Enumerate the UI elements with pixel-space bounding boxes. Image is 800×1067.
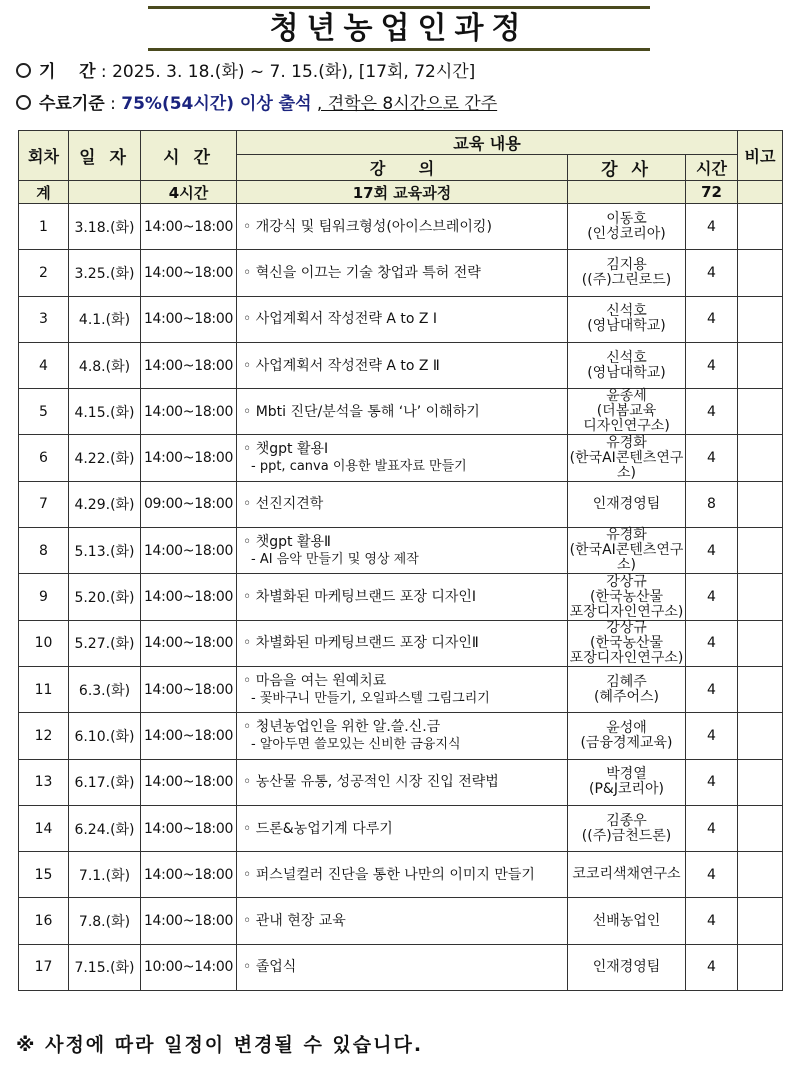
row-topic: ◦ 차별화된 마케팅브랜드 포장 디자인Ⅱ: [243, 635, 479, 652]
row-topic: ◦ 차별화된 마케팅브랜드 포장 디자인Ⅰ: [243, 589, 477, 606]
row-instructor-org: (영남대학교): [587, 364, 666, 381]
criteria-label: 수료기준: [39, 94, 105, 114]
row-hours: 4: [686, 435, 738, 481]
row-topic-cell: [237, 250, 568, 296]
row-instructor: 신석호: [606, 349, 647, 366]
row-hours: 4: [686, 898, 738, 944]
row-instructor: 김종우: [606, 812, 647, 829]
row-date: 5.27.(화): [69, 620, 141, 666]
row-no: 3: [19, 296, 69, 342]
table-row: [19, 435, 783, 481]
header-content: 교육 내용: [237, 131, 738, 155]
row-date: 6.3.(화): [69, 666, 141, 712]
row-topic: ◦ 청년농업인을 위한 알.쓸.신.금: [243, 718, 441, 735]
row-date: 7.15.(화): [69, 944, 141, 990]
row-instructor-cell: [568, 852, 686, 898]
row-no: 14: [19, 805, 69, 851]
row-instructor-cell: [568, 713, 686, 759]
summary-hours: 72: [686, 181, 738, 204]
row-no: 11: [19, 666, 69, 712]
table-row: [19, 898, 783, 944]
row-note: [738, 805, 783, 851]
row-no: 7: [19, 481, 69, 527]
row-time: 14:00~18:00: [141, 296, 237, 342]
row-instructor-org: (한국농산물: [589, 634, 664, 651]
row-time: 14:00~18:00: [141, 620, 237, 666]
row-instructor: 이동호: [606, 210, 647, 227]
schedule-rows: [19, 204, 783, 991]
table-row: [19, 620, 783, 666]
row-instructor: 신석호: [606, 303, 647, 320]
row-topic-cell: [237, 204, 568, 250]
header-no: 회차: [19, 131, 69, 181]
row-instructor: 강상규: [606, 573, 647, 590]
row-date: 4.1.(화): [69, 296, 141, 342]
row-topic: ◦ 사업계획서 작성전략 A to Z Ⅱ: [243, 357, 440, 374]
row-instructor-cell: [568, 759, 686, 805]
row-instructor-cell: [568, 296, 686, 342]
row-no: 15: [19, 852, 69, 898]
header-note: 비고: [738, 131, 783, 181]
row-time: 14:00~18:00: [141, 713, 237, 759]
row-instructor-org: ((주)그린로드): [581, 271, 672, 288]
row-note: [738, 944, 783, 990]
row-date: 7.8.(화): [69, 898, 141, 944]
row-topic-cell: [237, 342, 568, 388]
row-instructor-org: (한국AI콘텐츠연구소): [569, 542, 684, 574]
row-note: [738, 759, 783, 805]
row-topic-cell: [237, 759, 568, 805]
row-no: 13: [19, 759, 69, 805]
row-date: 5.13.(화): [69, 528, 141, 574]
row-no: 6: [19, 435, 69, 481]
criteria-strong: 75%(54시간) 이상 출석: [121, 94, 312, 114]
title-top-rule: [148, 6, 650, 9]
row-note: [738, 852, 783, 898]
row-no: 16: [19, 898, 69, 944]
row-topic: ◦ 마음을 여는 원예치료: [243, 672, 387, 689]
row-instructor-org: (한국AI콘텐츠연구소): [569, 449, 684, 481]
table-row: [19, 713, 783, 759]
row-note: [738, 435, 783, 481]
row-instructor: 김혜주: [606, 673, 647, 690]
row-instructor-cell: [568, 666, 686, 712]
row-time: 14:00~18:00: [141, 574, 237, 620]
row-instructor: 강상규: [606, 619, 647, 636]
row-topic: ◦ 졸업식: [243, 959, 297, 976]
row-no: 8: [19, 528, 69, 574]
row-topic: ◦ 혁신을 이끄는 기술 창업과 특허 전략: [243, 264, 481, 281]
circle-bullet-icon: [16, 63, 31, 78]
row-date: 4.22.(화): [69, 435, 141, 481]
row-time: 14:00~18:00: [141, 898, 237, 944]
row-topic-cell: [237, 481, 568, 527]
row-instructor: 윤성애: [606, 719, 647, 736]
row-instructor: 인재경영팀: [592, 495, 661, 512]
schedule-table: [18, 130, 783, 991]
row-hours: 4: [686, 204, 738, 250]
row-date: 3.18.(화): [69, 204, 141, 250]
row-instructor-org2: 포장디자인연구소): [569, 603, 684, 620]
row-topic-cell: [237, 389, 568, 435]
row-topic: ◦ 관내 현장 교육: [243, 913, 346, 930]
row-date: 7.1.(화): [69, 852, 141, 898]
row-topic: ◦ 사업계획서 작성전략 A to Z Ⅰ: [243, 311, 438, 328]
row-topic: ◦ 드론&농업기계 다루기: [243, 820, 393, 837]
row-topic: ◦ 챗gpt 활용Ⅰ: [243, 441, 329, 458]
row-instructor-org: ((주)금천드론): [581, 827, 672, 844]
table-row: [19, 528, 783, 574]
period-value: 2025. 3. 18.(화) ~ 7. 15.(화), [17회, 72시간]: [112, 62, 476, 82]
row-no: 12: [19, 713, 69, 759]
row-note: [738, 898, 783, 944]
row-instructor-cell: [568, 528, 686, 574]
criteria-line: 수료기준 : 75%(54시간) 이상 출석 , 견학은 8시간으로 간주: [16, 90, 497, 118]
row-topic-cell: [237, 435, 568, 481]
row-note: [738, 620, 783, 666]
row-note: [738, 204, 783, 250]
row-topic: ◦ 선진지견학: [243, 496, 324, 513]
row-topic-cell: [237, 713, 568, 759]
row-instructor-cell: [568, 204, 686, 250]
row-instructor-cell: [568, 435, 686, 481]
row-topic-cell: [237, 805, 568, 851]
row-note: [738, 574, 783, 620]
header-hours: 시간: [686, 155, 738, 181]
header-time: 시 간: [141, 131, 237, 181]
row-hours: 4: [686, 759, 738, 805]
row-instructor-cell: [568, 342, 686, 388]
row-note: [738, 528, 783, 574]
row-time: 09:00~18:00: [141, 481, 237, 527]
row-time: 14:00~18:00: [141, 852, 237, 898]
row-instructor: 박경열: [606, 766, 647, 783]
title-block: [148, 6, 650, 52]
row-instructor: 코코리색채연구소: [572, 866, 681, 883]
row-time: 14:00~18:00: [141, 528, 237, 574]
row-topic-cell: [237, 528, 568, 574]
row-note: [738, 250, 783, 296]
row-topic-cell: [237, 852, 568, 898]
row-instructor-cell: [568, 620, 686, 666]
table-row: [19, 574, 783, 620]
table-row: [19, 481, 783, 527]
row-note: [738, 666, 783, 712]
summary-row: [19, 181, 783, 204]
row-note: [738, 389, 783, 435]
row-instructor-org2: 디자인연구소): [583, 418, 670, 435]
table-row: [19, 944, 783, 990]
summary-date: [69, 181, 141, 204]
row-instructor-cell: [568, 574, 686, 620]
period-label: 기 간: [39, 62, 96, 82]
row-topic-cell: [237, 666, 568, 712]
row-hours: 4: [686, 852, 738, 898]
row-date: 4.29.(화): [69, 481, 141, 527]
row-date: 4.15.(화): [69, 389, 141, 435]
row-hours: 4: [686, 666, 738, 712]
row-topic-cell: [237, 898, 568, 944]
row-topic-cell: [237, 296, 568, 342]
row-instructor: 유경화: [606, 434, 647, 451]
table-row: [19, 666, 783, 712]
row-topic: ◦ 퍼스널컬러 진단을 통한 나만의 이미지 만들기: [243, 866, 535, 883]
row-no: 4: [19, 342, 69, 388]
row-instructor: 인재경영팀: [592, 958, 661, 975]
summary-note: [738, 181, 783, 204]
row-date: 5.20.(화): [69, 574, 141, 620]
criteria-rest: , 견학은 8시간으로 간주: [316, 94, 498, 114]
row-topic: ◦ 챗gpt 활용Ⅱ: [243, 533, 331, 550]
row-subtopic: - 꽃바구니 만들기, 오일파스텔 그림그리기: [251, 690, 490, 706]
row-note: [738, 713, 783, 759]
row-note: [738, 296, 783, 342]
table-row: [19, 204, 783, 250]
row-subtopic: - ppt, canva 이용한 발표자료 만들기: [251, 459, 467, 475]
row-date: 6.10.(화): [69, 713, 141, 759]
row-subtopic: - AI 음악 만들기 및 영상 제작: [251, 551, 419, 567]
row-no: 10: [19, 620, 69, 666]
table-row: [19, 250, 783, 296]
row-hours: 4: [686, 805, 738, 851]
row-date: 6.24.(화): [69, 805, 141, 851]
row-time: 14:00~18:00: [141, 389, 237, 435]
row-instructor-cell: [568, 944, 686, 990]
row-instructor: 선배농업인: [592, 912, 661, 929]
row-date: 4.8.(화): [69, 342, 141, 388]
row-instructor-org: (P&J코리아): [589, 781, 664, 798]
table-row: [19, 342, 783, 388]
row-time: 14:00~18:00: [141, 342, 237, 388]
summary-instructor: [568, 181, 686, 204]
row-instructor-org: (인성코리아): [587, 225, 666, 242]
table-row: [19, 852, 783, 898]
row-time: 14:00~18:00: [141, 759, 237, 805]
row-topic-cell: [237, 620, 568, 666]
row-instructor-cell: [568, 898, 686, 944]
row-instructor: 김지용: [606, 256, 647, 273]
row-hours: 4: [686, 620, 738, 666]
row-instructor-cell: [568, 250, 686, 296]
row-subtopic: - 알아두면 쓸모있는 신비한 금융지식: [251, 736, 461, 752]
row-time: 14:00~18:00: [141, 805, 237, 851]
row-instructor-cell: [568, 805, 686, 851]
row-instructor-org: (한국농산물: [589, 588, 664, 605]
summary-time: 4시간: [141, 181, 237, 204]
row-instructor-org: (더봄교육: [596, 403, 657, 420]
table-row: [19, 805, 783, 851]
row-instructor-org: (금융경제교육): [580, 734, 673, 751]
period-line: 기 간 : 2025. 3. 18.(화) ~ 7. 15.(화), [17회, 72시간]: [16, 58, 475, 86]
row-hours: 4: [686, 250, 738, 296]
row-time: 10:00~14:00: [141, 944, 237, 990]
row-instructor-cell: [568, 481, 686, 527]
row-date: 3.25.(화): [69, 250, 141, 296]
row-no: 1: [19, 204, 69, 250]
row-topic: ◦ 개강식 및 팀워크형성(아이스브레이킹): [243, 218, 492, 235]
page-title: 청년농업인과정: [269, 11, 529, 46]
circle-bullet-icon: [16, 95, 31, 110]
row-no: 2: [19, 250, 69, 296]
row-topic: ◦ 농산물 유통, 성공적인 시장 진입 전략법: [243, 774, 499, 791]
row-instructor-org: (영남대학교): [587, 318, 666, 335]
row-date: 6.17.(화): [69, 759, 141, 805]
table-row: [19, 389, 783, 435]
row-no: 9: [19, 574, 69, 620]
row-time: 14:00~18:00: [141, 204, 237, 250]
row-no: 17: [19, 944, 69, 990]
row-hours: 4: [686, 944, 738, 990]
row-time: 14:00~18:00: [141, 250, 237, 296]
row-instructor-cell: [568, 389, 686, 435]
header-instructor: 강 사: [568, 155, 686, 181]
row-hours: 4: [686, 342, 738, 388]
row-no: 5: [19, 389, 69, 435]
summary-label: 계: [19, 181, 69, 204]
row-instructor-org: (혜주어스): [593, 688, 660, 705]
row-hours: 4: [686, 713, 738, 759]
row-note: [738, 342, 783, 388]
row-hours: 4: [686, 296, 738, 342]
row-hours: 4: [686, 389, 738, 435]
row-instructor: 윤종세: [606, 388, 647, 405]
row-topic: ◦ Mbti 진단/분석을 통해 ‘나’ 이해하기: [243, 403, 480, 420]
title-bottom-rule: [148, 48, 650, 51]
row-time: 14:00~18:00: [141, 666, 237, 712]
row-hours: 4: [686, 528, 738, 574]
row-instructor: 유경화: [606, 527, 647, 544]
row-instructor-org2: 포장디자인연구소): [569, 649, 684, 666]
footer-note: ※ 사정에 따라 일정이 변경될 수 있습니다.: [16, 1034, 424, 1056]
row-topic-cell: [237, 574, 568, 620]
row-time: 14:00~18:00: [141, 435, 237, 481]
summary-lecture: 17회 교육과정: [237, 181, 568, 204]
header-date: 일 자: [69, 131, 141, 181]
table-row: [19, 296, 783, 342]
row-topic-cell: [237, 944, 568, 990]
row-hours: 4: [686, 574, 738, 620]
row-hours: 8: [686, 481, 738, 527]
row-note: [738, 481, 783, 527]
header-lecture: 강 의: [237, 155, 568, 181]
table-row: [19, 759, 783, 805]
